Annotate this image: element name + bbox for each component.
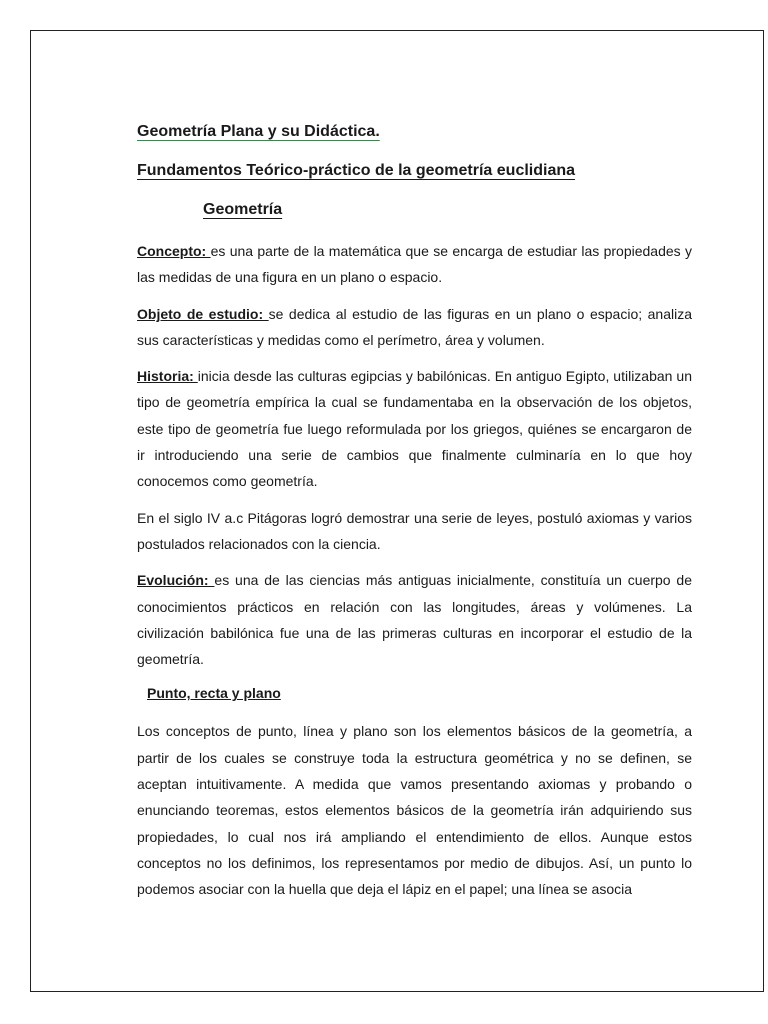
- paragraph-text: inicia desde las culturas egipcias y babilónicas. En antiguo Egipto, utilizaban un tipo de geometría empírica la cual se fundamentaba en la observación de los objetos, este tipo de geometría fue luego reformulada por los griegos, quiénes se encargaron de ir introduciendo una serie de cambios que finalmente culminaría en lo que hoy conocemos como geometría.: [137, 368, 692, 490]
- paragraph-text: En el siglo IV a.c Pitágoras logró demostrar una serie de leyes, postuló axiomas y varios postulados relacionados con la ciencia.: [137, 509, 692, 552]
- paragraph-objeto: [137, 301, 692, 354]
- paragraph-concepto: [137, 238, 692, 291]
- term-evolucion: Evolución:: [137, 572, 215, 589]
- section-heading-punto-recta-plano: Punto, recta y plano: [147, 685, 281, 702]
- paragraph-text: es una parte de la matemática que se encarga de estudiar las propiedades y las medidas de una figura en un plano o espacio.: [137, 243, 692, 286]
- document-title: Geometría Plana y su Didáctica.: [137, 123, 380, 140]
- paragraph-text: es una de las ciencias más antiguas inicialmente, constituía un cuerpo de conocimientos prácticos en relación con las longitudes, áreas y volúmenes. La civilización babilónica fue una de las primeras culturas en incorporar el estudio de la geometría.: [137, 572, 693, 668]
- paragraph-punto-recta-plano: Los conceptos de punto, línea y plano son los elementos básicos de la geometría, a partir de los cuales se construye toda la estructura geométrica y no se definen, se aceptan intuitivamente. A medida que vamos presentando axiomas y probando o enunciando teoremas, estos elementos básicos de la geometría irán adquiriendo sus propiedades, lo cual nos irá ampliando el entendimiento de ellos. Aunque estos conceptos no los definimos, los representamos por medio de dibujos. Así, un punto lo podemos asociar con la huella que deja el lápiz en el papel; una línea se asocia: [137, 723, 692, 898]
- paragraph-evolucion: [137, 567, 692, 672]
- term-objeto-de-estudio: Objeto de estudio:: [137, 305, 269, 322]
- paragraph-historia: [137, 363, 692, 494]
- paragraph-pitagoras: [137, 505, 692, 558]
- document-subtitle: Fundamentos Teórico-práctico de la geometría euclidiana: [137, 162, 576, 179]
- document-content: [137, 121, 692, 913]
- section-heading-geometria: Geometría: [203, 201, 283, 218]
- paragraph-text: se dedica al estudio de las figuras en un plano o espacio; analiza sus características y medidas como el perímetro, área y volumen.: [137, 305, 692, 348]
- term-historia: Historia:: [137, 368, 198, 385]
- document-page: [30, 30, 764, 992]
- term-concepto: Concepto:: [137, 243, 211, 259]
